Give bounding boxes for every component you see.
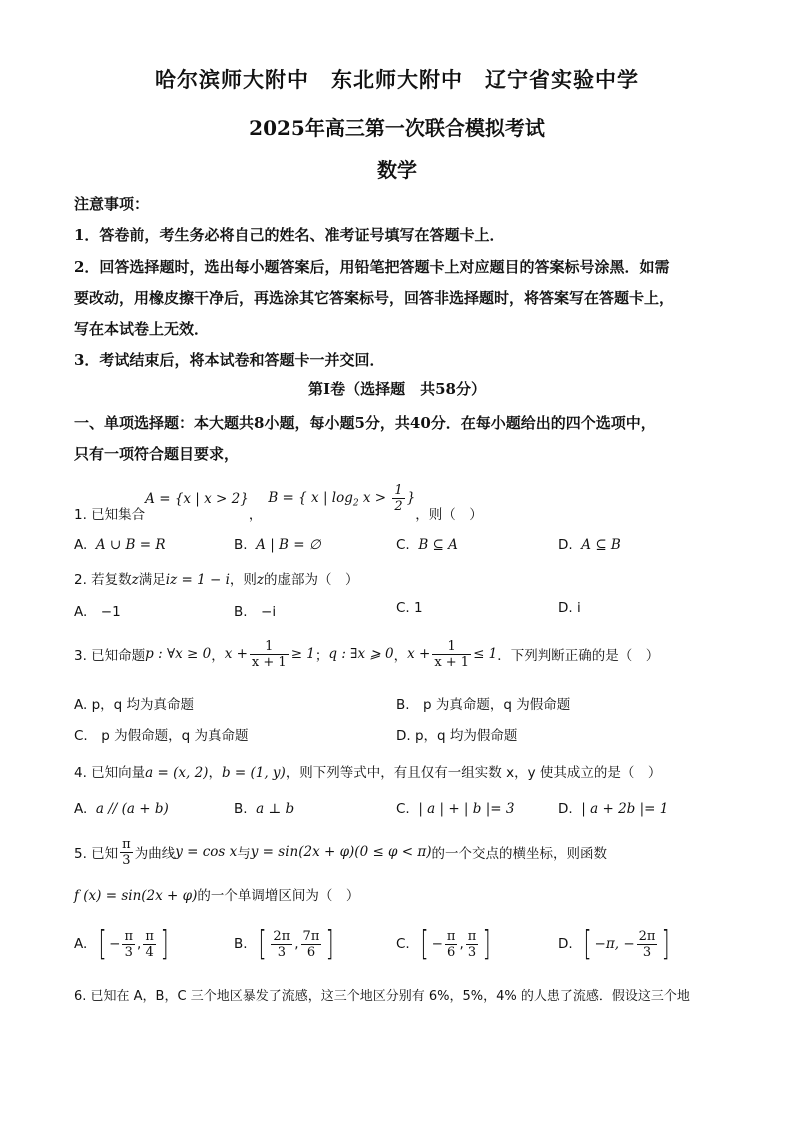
q5-pi-den: 3 xyxy=(122,852,131,868)
q5-c-frac-2-num: π xyxy=(467,928,477,944)
q5-d-frac-den: 3 xyxy=(642,944,652,960)
q4-vector-a: a = (x, 2) xyxy=(145,765,209,781)
q3-option-a[interactable]: A. p，q 均为真命题 xyxy=(74,697,195,713)
q4-option-a-text: a // (a + b) xyxy=(95,801,169,817)
left-bracket-icon: [ xyxy=(420,924,429,964)
q3-option-b[interactable]: B. p 为真命题，q 为假命题 xyxy=(396,697,571,713)
q5-a-frac-1-den: 3 xyxy=(124,944,133,960)
q5-a-sign: − xyxy=(109,936,121,952)
q1-option-d-text: A ⊆ B xyxy=(581,537,621,553)
q5-option-d[interactable] xyxy=(558,920,673,968)
q1-set-b-prefix: B = { x | log xyxy=(268,489,353,506)
q2-equation: iz = 1 − i xyxy=(165,572,230,588)
q1-option-b-text: A | B = ∅ xyxy=(256,537,321,553)
left-bracket-icon: [ xyxy=(583,924,592,964)
q5-d-part-1: −π, − xyxy=(594,936,635,952)
q1-comma: ， xyxy=(248,507,263,523)
q1-suffix: ，则（ ） xyxy=(415,507,483,523)
notice-item-1: 1．答卷前，考生务必将自己的姓名、准考证号填写在答题卡上． xyxy=(74,226,505,244)
q1-option-d-label: D. xyxy=(558,537,573,553)
q3-ge-1: ≥ 1 xyxy=(290,646,315,662)
question-4-stem xyxy=(74,761,661,781)
q5-a-frac-2 xyxy=(143,929,156,960)
q3-frac1-num: 1 xyxy=(250,639,289,655)
q1-half-fraction xyxy=(392,483,404,514)
q5-c-frac-2-den: 3 xyxy=(467,944,477,960)
section-title: 第Ⅰ卷（选择题 共58分） xyxy=(308,380,486,398)
left-bracket-icon: [ xyxy=(258,924,267,964)
q2-option-c[interactable]: C. 1 xyxy=(396,600,423,616)
q5-a-frac-1-num: π xyxy=(124,928,134,944)
schools-title: 哈尔滨师大附中 东北师大附中 辽宁省实验中学 xyxy=(155,67,639,92)
q5-stem-c: 的一个交点的横坐标，则函数 xyxy=(431,846,608,862)
q1-log-base: 2 xyxy=(352,498,359,509)
q5-c-frac-1-den: 6 xyxy=(447,944,456,960)
q1-option-a-text: A ∪ B = R xyxy=(95,537,166,553)
section-instruction-line-2: 只有一项符合题目要求， xyxy=(74,445,240,463)
q1-option-a-label: A. xyxy=(74,537,88,553)
q5-pi-over-3 xyxy=(120,837,133,868)
q5-a-frac-2-den: 4 xyxy=(145,944,154,960)
q5-label: 5. 已知 xyxy=(74,846,119,862)
right-bracket-icon: ] xyxy=(662,924,671,964)
q2-option-b[interactable]: B. −i xyxy=(234,604,277,620)
q1-option-d[interactable] xyxy=(558,537,621,553)
subject-title: 数学 xyxy=(377,158,417,182)
q3-stem-a: 3. 已知命题 xyxy=(74,648,146,664)
q5-stem-b: 与 xyxy=(237,846,251,862)
question-5-line-2 xyxy=(74,884,359,904)
q5-b-frac-1 xyxy=(271,929,292,960)
q5-b-frac-2-den: 6 xyxy=(306,944,316,960)
q5-pi-num: π xyxy=(122,836,131,852)
question-5-stem xyxy=(74,834,607,870)
q5-curve-2: y = sin(2x + φ)(0 ≤ φ < π) xyxy=(250,844,432,860)
q3-x-plus-2: x + xyxy=(407,646,431,662)
q5-option-c[interactable]: C. [ − $\frac{\pi}{6}$ , $\frac{\pi}{3}$ ] xyxy=(396,924,491,964)
section-instruction-line-1: 一、单项选择题：本大题共8小题，每小题5分，共40分．在每小题给出的四个选项中， xyxy=(74,414,656,432)
q3-x-plus: x + xyxy=(224,646,248,662)
q3-fraction-1 xyxy=(250,639,289,670)
q4-option-d-label: D. xyxy=(558,801,573,817)
q3-p-part: p : ∀x ≥ 0 xyxy=(145,646,212,662)
exam-title: 2025年高三第一次联合模拟考试 xyxy=(249,116,545,140)
q5-d-frac-num: 2π xyxy=(638,928,656,944)
q4-option-a[interactable] xyxy=(74,801,169,817)
notice-item-3: 3．考试结束后，将本试卷和答题卡一并交回． xyxy=(74,351,385,369)
q3-sep-1: ， xyxy=(211,648,225,664)
q3-stem-end: ．下列判断正确的是（ ） xyxy=(497,648,660,664)
q4-comma: ， xyxy=(208,765,222,781)
q2-stem-c: ，则 xyxy=(229,572,257,588)
q2-option-a[interactable]: A. −1 xyxy=(74,604,121,620)
right-bracket-icon: ] xyxy=(326,924,334,964)
q3-option-d[interactable]: D. p，q 均为假命题 xyxy=(396,728,518,744)
q1-set-b-mid: x > xyxy=(358,489,387,506)
q5-b-frac-1-num: 2π xyxy=(273,928,291,944)
q1-option-b[interactable] xyxy=(234,537,321,553)
q3-q-part: q : ∃x ⩾ 0 xyxy=(328,646,394,662)
q3-le-1: ≤ 1 xyxy=(473,646,498,662)
q1-half-num: 1 xyxy=(394,482,403,498)
notice-heading: 注意事项： xyxy=(74,195,150,213)
notice-item-2-line-1: 2．回答选择题时，选出每小题答案后，用铅笔把答题卡上对应题目的答案标号涂黑．如需 xyxy=(74,258,670,276)
left-bracket-icon: [ xyxy=(98,924,107,964)
q3-option-c[interactable]: C. p 为假命题，q 为真命题 xyxy=(74,728,249,744)
q5-b-frac-1-den: 3 xyxy=(277,944,286,960)
question-1-stem xyxy=(74,482,483,526)
q5-option-b[interactable]: B. [ $\frac{2\pi}{3}$ , $\frac{7\pi}{6}$ ] xyxy=(234,924,334,964)
notice-item-2-line-2: 要改动，用橡皮擦干净后，再选涂其它答案标号，回答非选择题时，将答案写在答题卡上， xyxy=(74,289,675,307)
q5-stem-a: 为曲线 xyxy=(134,846,176,862)
q5-option-a[interactable]: A. [ − $\frac{\pi}{3}$ , $\frac{\pi}{4}$ ] xyxy=(74,924,169,964)
q5-a-frac-1 xyxy=(122,929,135,960)
q1-half-den: 2 xyxy=(394,498,403,514)
q5-option-a-label: A. xyxy=(74,936,88,952)
q1-prefix: 1. 已知集合 xyxy=(74,507,146,523)
q4-vector-b: b = (1, y) xyxy=(221,765,286,781)
q5-option-b-label: B. xyxy=(234,936,248,952)
q2-z-2: z xyxy=(256,572,265,588)
q1-option-c-text: B ⊆ A xyxy=(418,537,458,553)
q1-set-b-close: } xyxy=(406,489,416,506)
q3-semicolon: ； xyxy=(314,648,329,664)
q3-frac1-den: x + 1 xyxy=(251,654,287,670)
q1-set-a: A = {x | x > 2} xyxy=(145,491,249,507)
q4-option-d[interactable] xyxy=(558,801,668,817)
q5-b-frac-2 xyxy=(301,929,322,960)
q3-sep-2: ， xyxy=(393,648,408,664)
right-bracket-icon: ] xyxy=(482,924,491,964)
q5-curve-1: y = cos x xyxy=(175,844,238,860)
q4-option-b[interactable] xyxy=(234,801,294,817)
q4-option-c[interactable] xyxy=(396,801,514,817)
q4-stem-b: ，则下列等式中，有且仅有一组实数 x，y 使其成立的是（ ） xyxy=(285,765,662,781)
q2-option-d[interactable]: D. i xyxy=(558,600,581,616)
q2-stem-b: 满足 xyxy=(138,572,166,588)
right-bracket-icon: ] xyxy=(160,924,169,964)
notice-item-2-line-3: 写在本试卷上无效． xyxy=(74,320,210,338)
q1-option-c-label: C. xyxy=(396,537,410,553)
q2-stem-d: 的虚部为（ ） xyxy=(264,572,359,588)
q3-frac2-den: x + 1 xyxy=(434,654,470,670)
q5-a-frac-2-num: π xyxy=(145,928,154,944)
q1-set-b xyxy=(268,483,415,514)
q1-option-a[interactable] xyxy=(74,537,166,553)
q4-stem-a: 4. 已知向量 xyxy=(74,765,146,781)
q5-c-sign: − xyxy=(431,936,443,952)
q5-c-frac-1-num: π xyxy=(446,928,456,944)
q5-function: f (x) = sin(2x + φ) xyxy=(74,888,198,904)
q5-c-frac-2 xyxy=(466,929,479,960)
question-2-stem xyxy=(74,568,359,588)
q3-frac2-num: 1 xyxy=(432,639,471,655)
q5-option-d-label: D. xyxy=(558,936,573,952)
q5-d-frac xyxy=(637,929,658,960)
q4-option-c-label: C. xyxy=(396,801,410,817)
q2-z: z xyxy=(131,572,139,588)
q1-option-b-label: B. xyxy=(234,537,248,553)
question-3-stem xyxy=(74,634,659,674)
question-6-stem: 6. 已知在 A，B，C 三个地区暴发了流感，这三个地区分别有 6%，5%，4% 的人患了流感．假设这三个地 xyxy=(74,989,690,1004)
q4-option-a-label: A. xyxy=(74,801,88,817)
q3-fraction-2 xyxy=(432,639,471,670)
q4-option-c-text: | a | + | b |= 3 xyxy=(418,801,515,817)
q5-b-frac-2-num: 7π xyxy=(302,928,320,944)
q5-c-frac-1 xyxy=(445,929,458,960)
q4-option-d-text: | a + 2b |= 1 xyxy=(581,801,669,817)
q5-option-c-label: C. xyxy=(396,936,410,952)
q4-option-b-label: B. xyxy=(234,801,248,817)
q2-stem-a: 2. 若复数 xyxy=(74,572,132,588)
q4-option-b-text: a ⊥ b xyxy=(256,801,295,817)
q5-line-2-tail: 的一个单调增区间为（ ） xyxy=(197,888,360,904)
q1-option-c[interactable] xyxy=(396,537,458,553)
